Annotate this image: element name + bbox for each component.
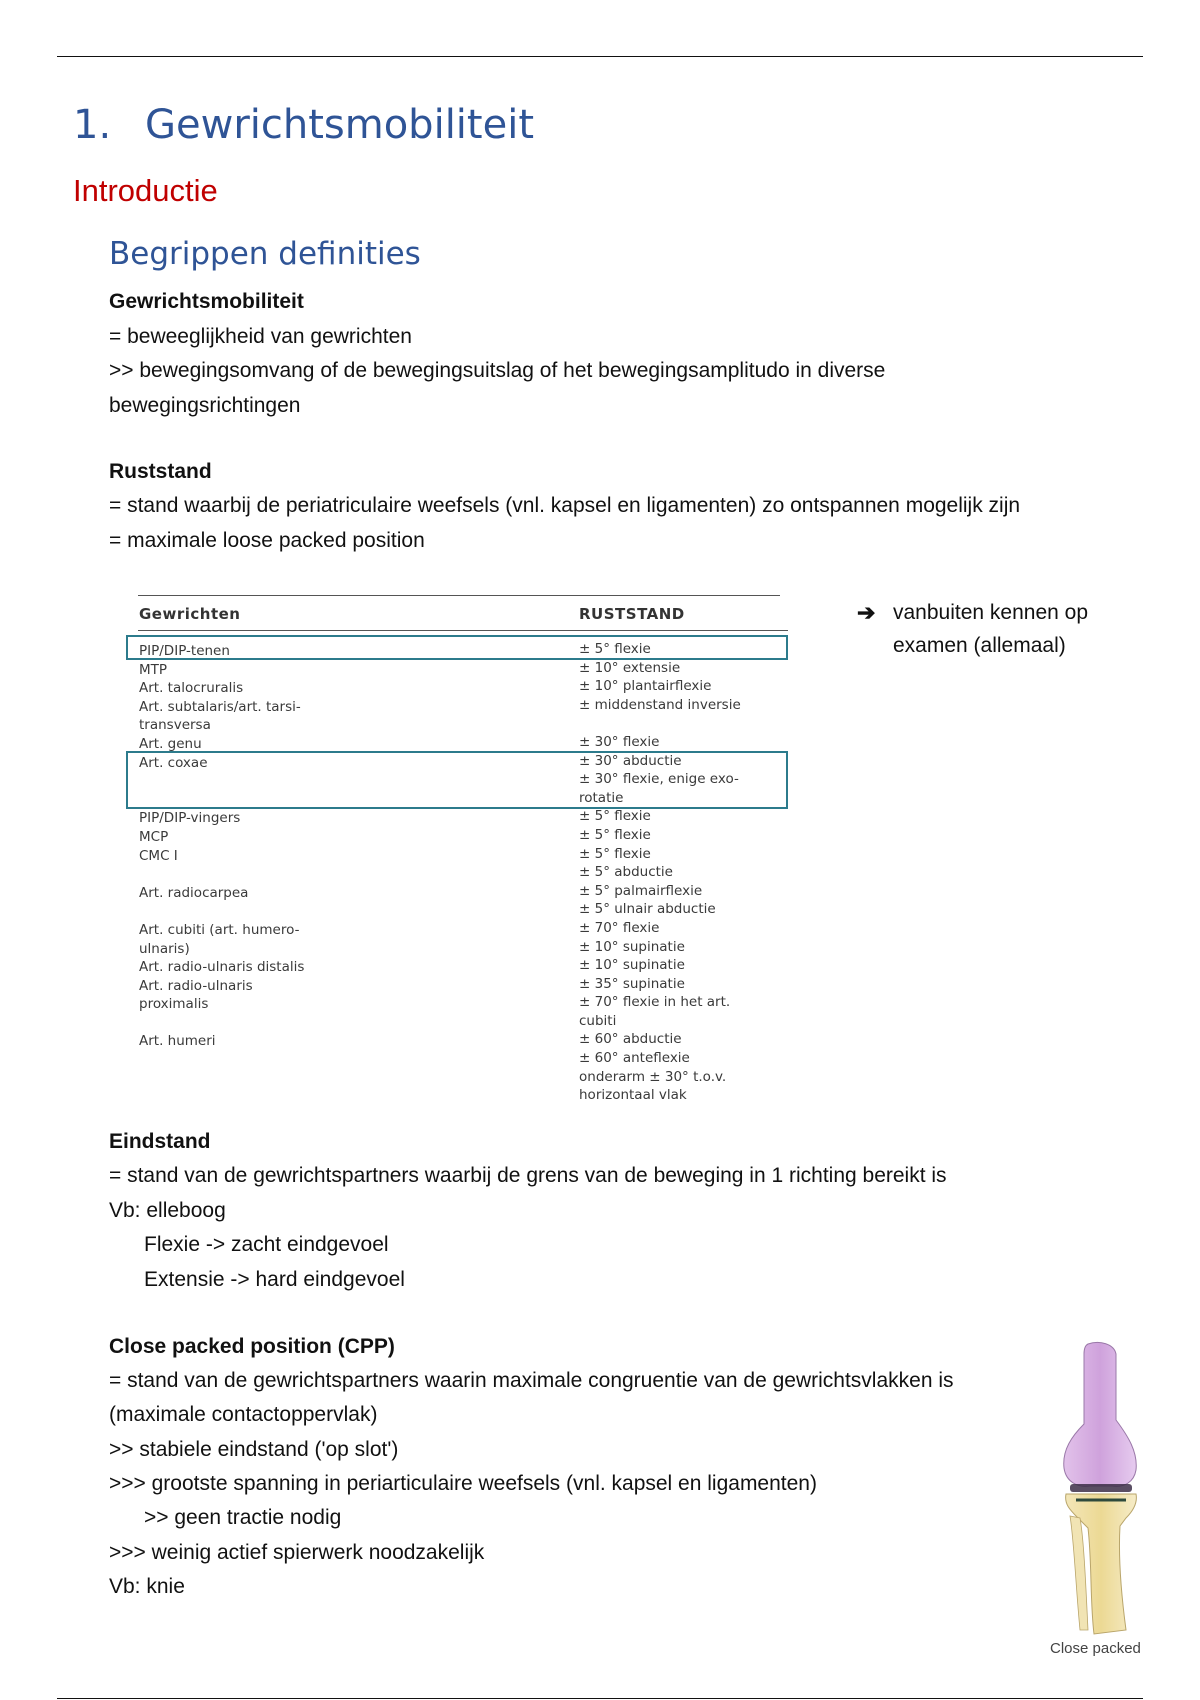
table-cell: MCP <box>139 828 169 845</box>
table-cell: ± 10° extensie <box>579 659 681 676</box>
table-cell: ulnaris) <box>139 940 190 957</box>
table-cell: Art. cubiti (art. humero- <box>139 921 300 938</box>
table-cell: CMC I <box>139 847 178 864</box>
table-cell: ± 5° abductie <box>579 864 673 881</box>
definition-line: >>> grootste spanning in periarticulaire weefsels (vnl. kapsel en ligamenten) <box>109 1472 817 1495</box>
table-cell: cubiti <box>579 1012 617 1029</box>
table-cell: Art. radio-ulnaris distalis <box>139 959 305 976</box>
table-cell: ± 70° flexie in het art. <box>579 994 731 1011</box>
table-column-ruststand <box>579 640 741 1105</box>
term-gewrichtsmobiliteit: Gewrichtsmobiliteit <box>109 290 304 313</box>
table-cell <box>139 865 304 884</box>
table-cell: ± 10° supinatie <box>579 938 685 955</box>
side-note-line: examen (allemaal) <box>893 634 1066 657</box>
table-cell: MTP <box>139 661 168 678</box>
table-cell: proximalis <box>139 996 209 1013</box>
definition-line: >> bewegingsomvang of de bewegingsuitslag of het bewegingsamplitudo in diverse <box>109 359 886 382</box>
table-cell: ± 60° anteflexie <box>579 1050 690 1067</box>
indented-line: >> geen tractie nodig <box>144 1506 342 1529</box>
table-cell: ± 60° abductie <box>579 1031 682 1048</box>
table-cell: rotatie <box>579 789 624 806</box>
definition-line: = stand waarbij de periatriculaire weefsels (vnl. kapsel en ligamenten) zo ontspannen mogelijk zijn <box>109 494 1021 517</box>
table-cell: ± 5° palmairflexie <box>579 882 703 899</box>
section-heading: Introductie <box>73 173 218 208</box>
table-cell <box>139 791 304 810</box>
table-cell: ± 5° flexie <box>579 845 651 862</box>
table-cell: ± 30° flexie <box>579 733 660 750</box>
definition-line: = maximale loose packed position <box>109 529 425 552</box>
table-cell: onderarm ± 30° t.o.v. <box>579 1068 727 1085</box>
knee-close-packed-illustration <box>1040 1340 1150 1640</box>
table-cell <box>579 714 741 733</box>
femur-shape <box>1064 1342 1137 1486</box>
definition-line: Vb: knie <box>109 1575 185 1598</box>
table-cell: Art. genu <box>139 735 202 752</box>
table-cell: PIP/DIP-vingers <box>139 810 241 827</box>
table-cell: Art. talocruralis <box>139 680 244 697</box>
table-cell: ± 5° flexie <box>579 808 651 825</box>
table-cell: ± 30° abductie <box>579 752 682 769</box>
table-top-rule <box>138 595 780 596</box>
table-cell: Art. subtalaris/art. tarsi- <box>139 698 301 715</box>
table-cell: Art. radio-ulnaris <box>139 977 253 994</box>
table-cell: Art. radiocarpea <box>139 884 249 901</box>
table-cell: ± 10° plantairflexie <box>579 678 712 695</box>
table-column-gewrichten <box>139 642 304 1051</box>
table-cell: Art. humeri <box>139 1033 216 1050</box>
footer-rule <box>57 1698 1143 1699</box>
definition-line: = stand van de gewrichtspartners waarin maximale congruentie van de gewrichtsvlakken is <box>109 1369 954 1392</box>
definition-line: >> stabiele eindstand ('op slot') <box>109 1438 399 1461</box>
subsection-heading: Begrippen definities <box>109 236 421 272</box>
side-note-text <box>893 596 1088 662</box>
table-cell: ± 10° supinatie <box>579 957 685 974</box>
table-cell: horizontaal vlak <box>579 1087 687 1104</box>
definition-line: = beweeglijkheid van gewrichten <box>109 325 412 348</box>
table-cell: PIP/DIP-tenen <box>139 643 230 659</box>
table-cell: ± middenstand inversie <box>579 696 741 713</box>
table-cell: ± 30° flexie, enige exo- <box>579 771 739 788</box>
indented-line: Extensie -> hard eindgevoel <box>144 1268 405 1291</box>
definition-line: = stand van de gewrichtspartners waarbij de grens van de beweging in 1 richting bereikt is <box>109 1164 947 1187</box>
table-cell: transversa <box>139 717 211 734</box>
table-cell: Art. coxae <box>139 754 208 771</box>
definition-line: (maximale contactoppervlak) <box>109 1403 378 1426</box>
table-header-ruststand: RUSTSTAND <box>579 605 685 623</box>
table-cell: ± 70° flexie <box>579 919 660 936</box>
term-eindstand: Eindstand <box>109 1130 211 1153</box>
arrow-right-icon: ➔ <box>857 600 876 625</box>
fibula-shape <box>1070 1516 1088 1630</box>
table-cell: ± 5° ulnair abductie <box>579 901 716 918</box>
table-cell: ± 5° flexie <box>579 826 651 843</box>
indented-line: Flexie -> zacht eindgevoel <box>144 1233 389 1256</box>
term-close-packed-position: Close packed position (CPP) <box>109 1335 395 1358</box>
table-cell <box>139 1014 304 1033</box>
chapter-title: Gewrichtsmobiliteit <box>145 102 535 148</box>
chapter-number: 1. <box>73 102 112 148</box>
figure-caption: Close packed <box>1050 1640 1141 1657</box>
definition-line: >>> weinig actief spierwerk noodzakelijk <box>109 1541 485 1564</box>
ruststand-table-figure <box>122 585 794 1113</box>
side-note-line: vanbuiten kennen op <box>893 601 1088 624</box>
table-header-gewrichten: Gewrichten <box>139 605 241 623</box>
chapter-heading <box>73 102 534 148</box>
table-cell: ± 5° flexie <box>579 641 651 657</box>
meniscus-shape <box>1070 1484 1132 1492</box>
header-rule <box>57 56 1143 57</box>
table-header-rule <box>138 630 788 631</box>
definition-line: bewegingsrichtingen <box>109 394 301 417</box>
table-cell: ± 35° supinatie <box>579 975 685 992</box>
definition-line: Vb: elleboog <box>109 1199 226 1222</box>
table-cell <box>139 902 304 921</box>
table-cell <box>139 772 304 791</box>
term-ruststand: Ruststand <box>109 460 212 483</box>
